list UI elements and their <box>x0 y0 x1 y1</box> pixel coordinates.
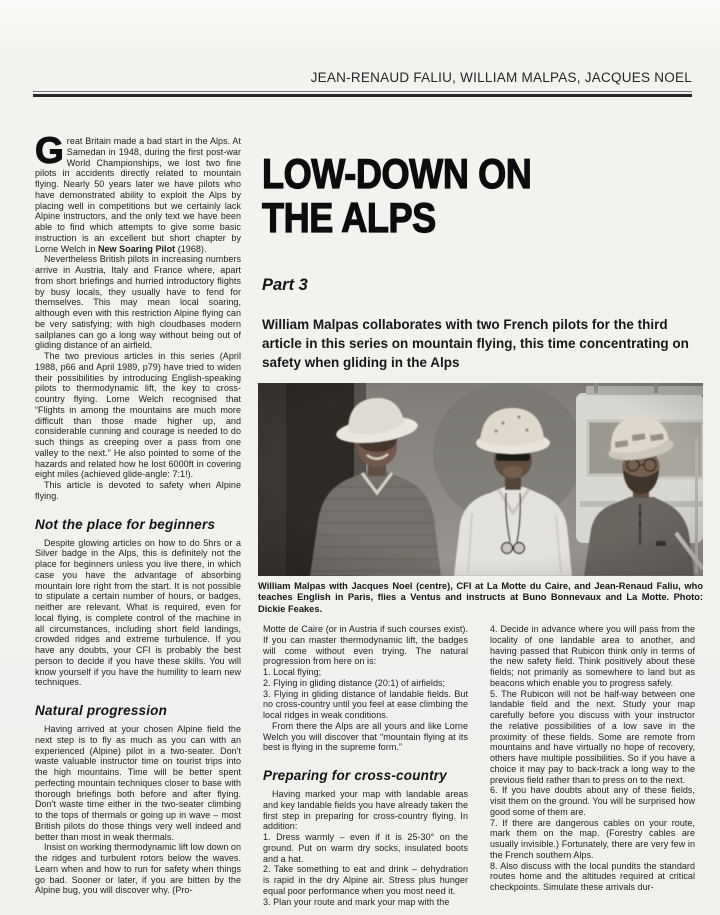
right-column <box>490 624 695 907</box>
section-heading-progression: Natural progression <box>35 703 168 718</box>
paragraph: Insist on working thermodynamic lift low down on the ridges and turbulent rotors below the waves. Learn when and how to run for safety when things go bad. Sooner or later, if you are bitten by the Alpine bug, you will discover why. (Pro- <box>35 842 241 896</box>
paragraph: Motte de Caire (or in Austria if such courses exist). If you can master thermodynamic lift, the badges will come without even trying. The natural progression from here on is: <box>263 624 468 667</box>
title-line-1: LOW-DOWN ON <box>262 152 532 197</box>
article-title <box>262 152 641 240</box>
paragraph: The two previous articles in this series (April 1988, p66 and April 1989, p79) have tried to widen their possibilities by introducing English-speaking pilots to thermodynamic lift, the key to cross-country flying. Lorne Welch recognised that “Flights in among the mountains are much more difficult than those made higher up, and considerable cunning and courage is needed to do such things as creeping over a pass from one valley to the next.” He also pointed to some of the hazards and related how he lost 6000ft in covering eight miles (achieved glide-angle: 7:1!). <box>35 351 241 480</box>
paragraph: Nevertheless British pilots in increasing numbers arrive in Austria, Italy and France where, apart from short briefings and hurried introductory flights by busy locals, they usually have to fend for themselves. This may mean local soaring, although even with this restriction Alpine flying can be very satisfying; with high cloudbases modern sailplanes can go a long way without being out of gliding distance of an airfield. <box>35 254 241 351</box>
bottom-columns <box>263 624 703 907</box>
list-item: 8. Also discuss with the local pundits the standard routes home and the altitudes required at critical checkpoints. Simulate these arrivals dur- <box>490 860 695 893</box>
article-photo <box>258 383 703 576</box>
list-item: 1. Dress warmly – even if it is 25-30° on the ground. Put on warm dry socks, insulated boots and a hat. <box>263 832 468 864</box>
list-item: 4. Decide in advance where you will pass from the locality of one landable area to another, and having passed that Rubicon think only in terms of the new safety field. Think positively about these fields; not primarily as somewhere to land but as beacons which enable you to progress safely. <box>490 624 695 688</box>
paragraph: Having marked your map with landable areas and key landable fields you have already taken the first step in preparing for cross-country flying. In addition: <box>263 789 468 832</box>
title-line-2: THE ALPS <box>262 194 436 241</box>
list-item: 3. Plan your route and mark your map with the <box>263 896 450 907</box>
photo-illustration <box>258 383 703 576</box>
middle-column <box>263 624 468 907</box>
article-main <box>258 152 703 915</box>
list-item: 5. The Rubicon will not be half-way between one landable field and the next. Study your map carefully before you discuss with your instructor the relative possibilities of a low save in the proximity of these fields. Some are remote from mountains and have virtually no hope of recovery, others have multiple possibilities. So if you have a choice it may pay to back-track a long way to the previous field rather than to press on to the next. <box>490 688 695 785</box>
list-item: 7. If there are dangerous cables on your route, mark them on the map. (Forestry cables are usually invisible.) Fortunately, there are very few in the French southern Alps. <box>490 817 695 860</box>
paragraph-text: (1968). <box>175 243 207 254</box>
section-heading-beginners: Not the place for beginners <box>35 516 216 532</box>
part-label: Part 3 <box>262 276 308 294</box>
left-column <box>35 136 241 915</box>
photo-caption: William Malpas with Jacques Noel (centre), CFI at La Motte du Caire, and Jean-Renaud Faliu, who teaches English in Paris, flies a Ventus and instructs at Buno Bonnevaux and La Motte. Photo: Dickie Feakes. <box>258 581 703 614</box>
list-item: 6. If you have doubts about any of these fields, visit them on the ground. You will be surprised how good some of them are. <box>490 785 695 817</box>
list-item: 1. Local flying; <box>263 667 322 678</box>
standfirst: William Malpas collaborates with two French pilots for the third article in this series on mountain flying, this time concentrating on safety when gliding in the Alps <box>262 317 689 370</box>
list-item: 2. Take something to eat and drink – dehydration is rapid in the dry Alpine air. Stress plus hunger equal poor performance when you most need it. <box>263 864 468 896</box>
byline: JEAN-RENAUD FALIU, WILLIAM MALPAS, JACQUES NOEL <box>310 70 692 85</box>
list-item: 2. Flying in gliding distance (20:1) of airfields; <box>263 677 446 688</box>
paragraph-intro <box>35 136 241 254</box>
paragraph: This article is devoted to safety when Alpine flying. <box>35 480 241 501</box>
dropcap: G <box>35 136 63 171</box>
paragraph: From there the Alps are all yours and like Lorne Welch you will discover that “mountain flying at its best is flying in the supreme form.” <box>263 720 468 753</box>
paragraph: Having arrived at your chosen Alpine field the next step is to fly as much as you can with an experienced (Alpine) pilot in a two-seater. Don't waste valuable instructor time on tourist trips into the high mountains. Time will be better spent perfecting mountain techniques closer to base with thorough briefings both before and after flying. Don't waste time either in the two-seater climbing to the tops of thermals or going up in wave – most British pilots do those things very well indeed and better than most in weak thermals. <box>35 724 241 842</box>
header-rule <box>33 91 692 97</box>
paragraph: Despite glowing articles on how to do 5hrs or a Silver badge in the Alps, this is definitely not the place for beginners unless you live there, in which case you have the advantage of absorbing mountain lore right from the start. It is not possible to stipulate a certain number of hours, or badges, neither are relevant. What is required, even for local flying, is complete control of the machine in all circumstances, including short field landings, crowded ridges and extreme turbulence. If you have any doubts, your CFI is probably the best person to decide if you have these skills. You will know yourself if you have the humility to learn new techniques. <box>35 537 241 688</box>
list-item: 3. Flying in gliding distance of landable fields. But no cross-country until you feel at ease climbing the local ridges in weak conditions. <box>263 688 468 721</box>
section-heading-preparing: Preparing for cross-country <box>263 768 447 784</box>
paragraph-text: reat Britain made a bad start in the Alps. At Samedan in 1948, during the first post-war World Championships, we lost two fine pilots in accidents directly related to mountain flying. Nearly 50 years later we have pilots who have demonstrated ability to exploit the Alps by placing well in competitions but we certainly lack Alpine instructors, and the only text we have been able to find which attempts to give some basic instruction is an excellent but short chapter by Lorne Welch in <box>35 136 241 254</box>
book-title-inline: New Soaring Pilot <box>97 243 176 254</box>
